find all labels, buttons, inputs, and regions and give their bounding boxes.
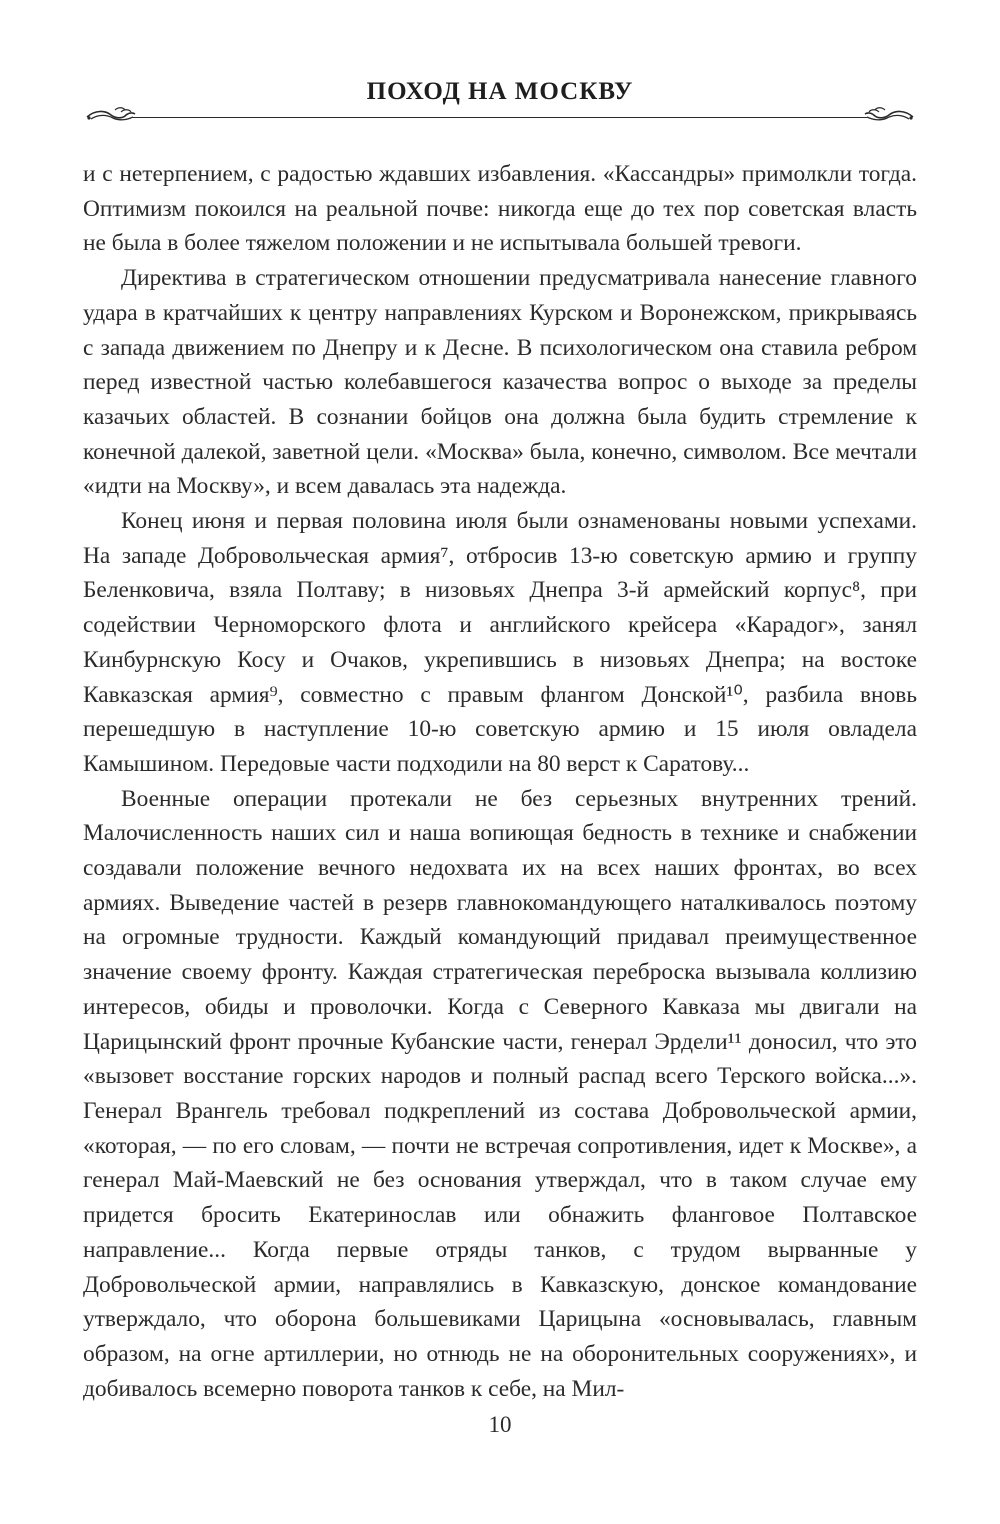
paragraph-successes: Конец июня и первая половина июля были ознаменованы новыми успехами. На западе Добровольческая армия⁷, отбросив 13-ю советскую армию и группу Беленковича, взяла Полтаву; в низовьях Днепра 3-й армейский корпус⁸, при содействии Черноморского флота и английского крейсера «Карадог», занял Кинбурнскую Косу и Очаков, укрепившись в низовьях Днепра; на востоке Кавказская армия⁹, совместно с правым флангом Донской¹⁰, разбила вновь перешедшую в наступление 10-ю советскую армию и 15 июля овладела Камышином. Передовые части подходили на 80 верст к Саратову... <box>83 508 917 777</box>
header-rule <box>133 117 867 118</box>
page-number: 10 <box>488 1412 512 1437</box>
paragraph-operations: Военные операции протекали не без серьезных внутренних трений. Малочисленность наших сил и наша вопиющая бедность в технике и снабжении создавали положение вечного недохвата их на всех наших фронтах, во всех армиях. Выведение частей в резерв главнокомандующего наталкивалось поэтому на огромные трудности. Каждый командующий придавал преимущественное значение своему фронту. Каждая стратегическая переброска вызывала коллизию интересов, обиды и проволочки. Когда с Северного Кавказа мы двигали на Царицынский фронт прочные Кубанские части, генерал Эрдели¹¹ доносил, что это «вызовет восстание горских народов и полный распад всего Терского войска...». Генерал Врангель требовал подкреплений из состава Добровольческой армии, «которая, — по его словам, — почти не встречая сопротивления, идет к Москве», а генерал Май-Маевский не без основания утверждал, что в таком случае ему придется бросить Екатеринослав или обнажить фланговое Полтавское направление... Когда первые отряды танков, с трудом вырванные у Добровольческой армии, направлялись в Кавказскую, донское командование утверждало, что оборона большевиками Царицына «основывалась, главным образом, на огне артиллерии, но отнюдь не на оборонительных сооружениях», и добивалось всемерно поворота танков к себе, на Мил- <box>83 785 917 1402</box>
running-head <box>85 78 915 126</box>
paragraph-continued: и с нетерпением, с радостью ждавших избавления. «Кассандры» примолкли тогда. Оптимизм покоился на реальной почве: никогда еще до тех пор советская власть не была в более тяжелом положении и не испытывала большей тревоги. <box>83 161 917 257</box>
left-flourish-icon <box>85 104 141 126</box>
paragraph-directive: Директива в стратегическом отношении предусматривала нанесение главного удара в кратчайших к центру направлениях Курском и Воронежском, прикрываясь с запада движением по Днепру и к Десне. В психологическом она ставила ребром перед известной частью колебавшегося казачества вопрос о выходе за пределы казачьих областей. В сознании бойцов она должна была будить стремление к конечной далекой, заветной цели. «Москва» была, конечно, символом. Все мечтали «идти на Москву», и всем давалась эта надежда. <box>83 265 917 500</box>
body-text <box>83 157 917 1406</box>
right-flourish-icon <box>859 104 915 126</box>
running-title: ПОХОД НА МОСКВУ <box>366 78 634 105</box>
